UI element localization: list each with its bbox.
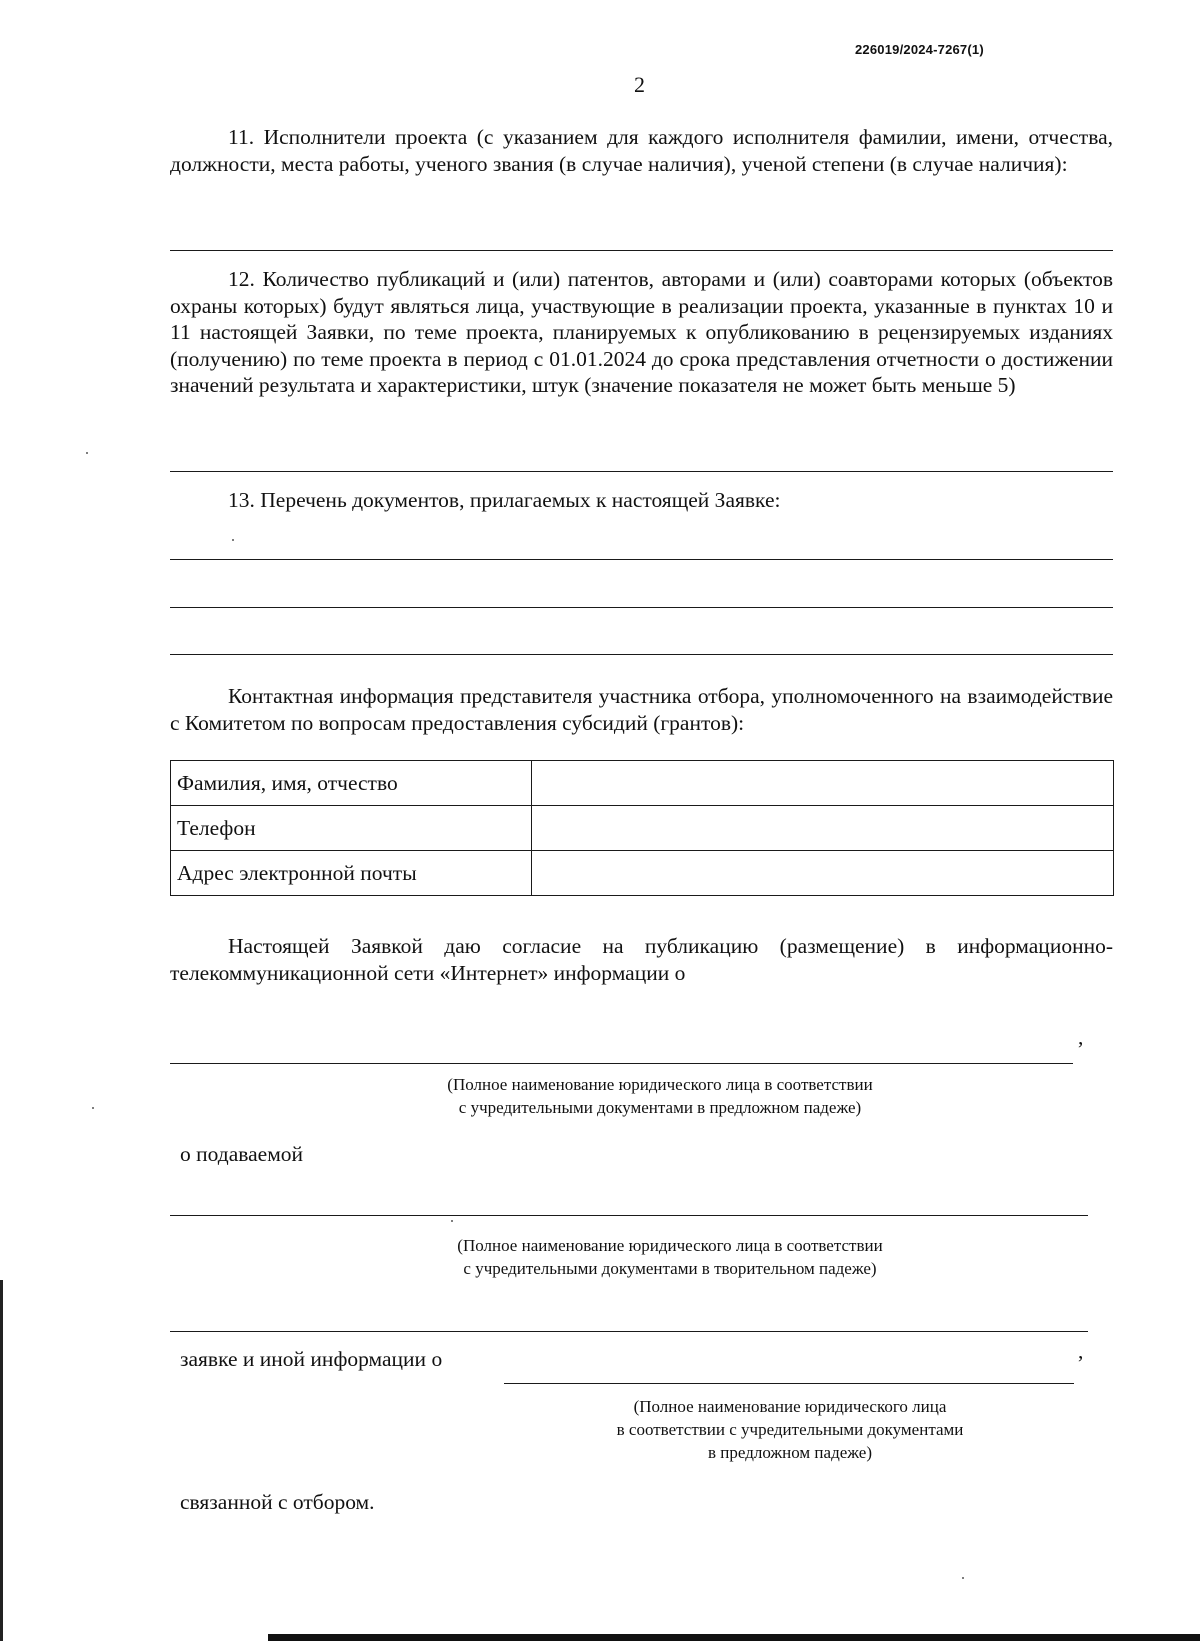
contact-value-name[interactable] bbox=[532, 761, 1114, 806]
hint-3-line-3: в предложном падеже) bbox=[708, 1443, 872, 1462]
entity-name-line-2 bbox=[170, 1215, 1088, 1216]
scan-speck bbox=[92, 1107, 94, 1109]
hint-3-line-2: в соответствии с учредительными документами bbox=[616, 1420, 964, 1439]
comma-1: , bbox=[1078, 1025, 1084, 1049]
contact-label-email: Адрес электронной почты bbox=[171, 851, 532, 896]
hint-1-line-2: с учредительными документами в предложном падеже) bbox=[458, 1098, 862, 1117]
item-13-fill-line-2 bbox=[170, 607, 1113, 608]
hint-2-line-1: (Полное наименование юридического лица в соответствии bbox=[457, 1236, 883, 1255]
scan-speck bbox=[962, 1577, 964, 1579]
about-submitted-label: о подаваемой bbox=[180, 1142, 304, 1166]
item-12-text: 12. Количество публикаций и (или) патентов, авторами и (или) соавторами которых (объектов охраны которых) будут являться лица, участвующие в реализации проекта, указанные в пунктах 10 и 11 настоящей Заявки, по теме проекта, планируемых к опубликованию в рецензируемых изданиях (получению) по теме проекта в период с 01.01.2024 до срока представления отчетности о достижении значений результата и характеристики, штук (значение показателя не может быть меньше 5) bbox=[170, 267, 1113, 397]
item-13-fill-line-3 bbox=[170, 654, 1113, 655]
application-info-label: заявке и иной информации о bbox=[180, 1347, 443, 1371]
table-row bbox=[171, 851, 1114, 896]
item-13-text: 13. Перечень документов, прилагаемых к настоящей Заявке: bbox=[228, 488, 781, 512]
entity-name-line-1 bbox=[170, 1063, 1073, 1064]
scan-speck bbox=[86, 452, 88, 454]
contact-label-phone: Телефон bbox=[171, 806, 532, 851]
hint-2 bbox=[305, 1234, 1035, 1280]
comma-2: , bbox=[1078, 1339, 1084, 1363]
scan-speck bbox=[232, 539, 234, 541]
scan-bottom-bar bbox=[268, 1634, 1200, 1641]
entity-name-line-4 bbox=[504, 1383, 1074, 1384]
closing-text: связанной с отбором. bbox=[180, 1490, 375, 1514]
table-row bbox=[171, 806, 1114, 851]
contact-label-name: Фамилия, имя, отчество bbox=[171, 761, 532, 806]
scan-edge bbox=[0, 1280, 3, 1641]
document-number: 226019/2024-7267(1) bbox=[855, 42, 984, 57]
table-row bbox=[171, 761, 1114, 806]
hint-3-line-1: (Полное наименование юридического лица bbox=[633, 1397, 947, 1416]
hint-2-line-2: с учредительными документами в творительном падеже) bbox=[463, 1259, 877, 1278]
entity-name-line-3 bbox=[170, 1331, 1088, 1332]
item-11-text: 11. Исполнители проекта (с указанием для каждого исполнителя фамилии, имени, отчества, должности, места работы, ученого звания (в случае наличия), ученой степени (в случае наличия): bbox=[170, 125, 1113, 176]
item-11-fill-line bbox=[170, 250, 1113, 251]
scan-speck bbox=[451, 1220, 453, 1222]
contact-value-email[interactable] bbox=[532, 851, 1114, 896]
page-number: 2 bbox=[634, 72, 645, 97]
consent-text: Настоящей Заявкой даю согласие на публикацию (размещение) в информационно-телекоммуникационной сети «Интернет» информации о bbox=[170, 934, 1113, 985]
item-13-fill-line-1 bbox=[170, 559, 1113, 560]
hint-3 bbox=[520, 1395, 1060, 1464]
item-12-fill-line bbox=[170, 471, 1113, 472]
contact-table bbox=[170, 760, 1114, 896]
hint-1 bbox=[300, 1073, 1020, 1119]
contact-intro: Контактная информация представителя участника отбора, уполномоченного на взаимодействие с Комитетом по вопросам предоставления субсидий (грантов): bbox=[170, 684, 1113, 735]
contact-value-phone[interactable] bbox=[532, 806, 1114, 851]
hint-1-line-1: (Полное наименование юридического лица в соответствии bbox=[447, 1075, 873, 1094]
